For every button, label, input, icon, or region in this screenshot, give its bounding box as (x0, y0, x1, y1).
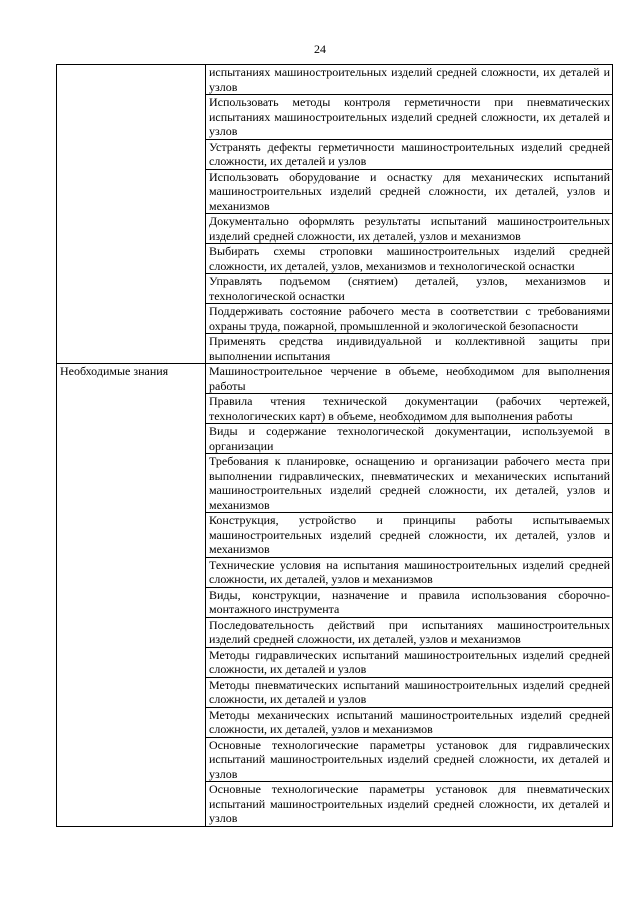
requirement-text: Правила чтения технической документации (рабочих чертежей, технологических карт) в объеме, необходимом для выполнения работы (206, 394, 613, 424)
requirement-text: Методы механических испытаний машиностроительных изделий средней сложности, их деталей, узлов и механизмов (206, 707, 613, 737)
requirement-text: Поддерживать состояние рабочего места в соответствии с требованиями охраны труда, пожарной, промышленной и экологической безопасности (206, 304, 613, 334)
table-row (57, 65, 613, 95)
requirement-text: Машиностроительное черчение в объеме, необходимом для выполнения работы (206, 364, 613, 394)
requirement-text: Основные технологические параметры установок для пневматических испытаний машиностроительных изделий средней сложности, их деталей и узлов (206, 782, 613, 827)
requirement-text: Документально оформлять результаты испытаний машиностроительных изделий средней сложности, их деталей, узлов и механизмов (206, 214, 613, 244)
requirement-text: Выбирать схемы строповки машиностроительных изделий средней сложности, их деталей, узлов, механизмов и технологической оснастки (206, 244, 613, 274)
requirement-text: Управлять подъемом (снятием) деталей, узлов, механизмов и технологической оснастки (206, 274, 613, 304)
requirement-text: Использовать методы контроля герметичности при пневматических испытаниях машиностроительных изделий средней сложности, их деталей и узлов (206, 95, 613, 140)
requirement-text: Виды, конструкции, назначение и правила использования сборочно-монтажного инструмента (206, 587, 613, 617)
requirement-text: Технические условия на испытания машиностроительных изделий средней сложности, их деталей, узлов и механизмов (206, 557, 613, 587)
requirement-text: Требования к планировке, оснащению и организации рабочего места при выполнении гидравлических, пневматических и механических испытаний машиностроительных изделий средней сложности, их деталей, узлов и механизмов (206, 454, 613, 513)
requirement-text: Конструкция, устройство и принципы работы испытываемых машиностроительных изделий средней сложности, их деталей, узлов и механизмов (206, 513, 613, 558)
requirement-text: Использовать оборудование и оснастку для механических испытаний машиностроительных изделий средней сложности, их деталей, узлов и механизмов (206, 169, 613, 214)
requirement-text: Последовательность действий при испытаниях машиностроительных изделий средней сложности, их деталей, узлов и механизмов (206, 617, 613, 647)
requirement-text: Применять средства индивидуальной и коллективной защиты при выполнении испытания (206, 334, 613, 364)
requirement-text: Устранять дефекты герметичности машиностроительных изделий средней сложности, их деталей и узлов (206, 139, 613, 169)
requirement-text: Методы пневматических испытаний машиностроительных изделий средней сложности, их деталей и узлов (206, 677, 613, 707)
requirement-text: Виды и содержание технологической документации, используемой в организации (206, 424, 613, 454)
section-label-knowledge: Необходимые знания (57, 364, 206, 827)
section-label-skills (57, 65, 206, 364)
requirements-table (56, 64, 613, 827)
table-row (57, 364, 613, 394)
requirement-text: испытаниях машиностроительных изделий средней сложности, их деталей и узлов (206, 65, 613, 95)
requirement-text: Основные технологические параметры установок для гидравлических испытаний машиностроительных изделий средней сложности, их деталей и узлов (206, 737, 613, 782)
page-number: 24 (314, 42, 326, 56)
requirement-text: Методы гидравлических испытаний машиностроительных изделий средней сложности, их деталей и узлов (206, 647, 613, 677)
